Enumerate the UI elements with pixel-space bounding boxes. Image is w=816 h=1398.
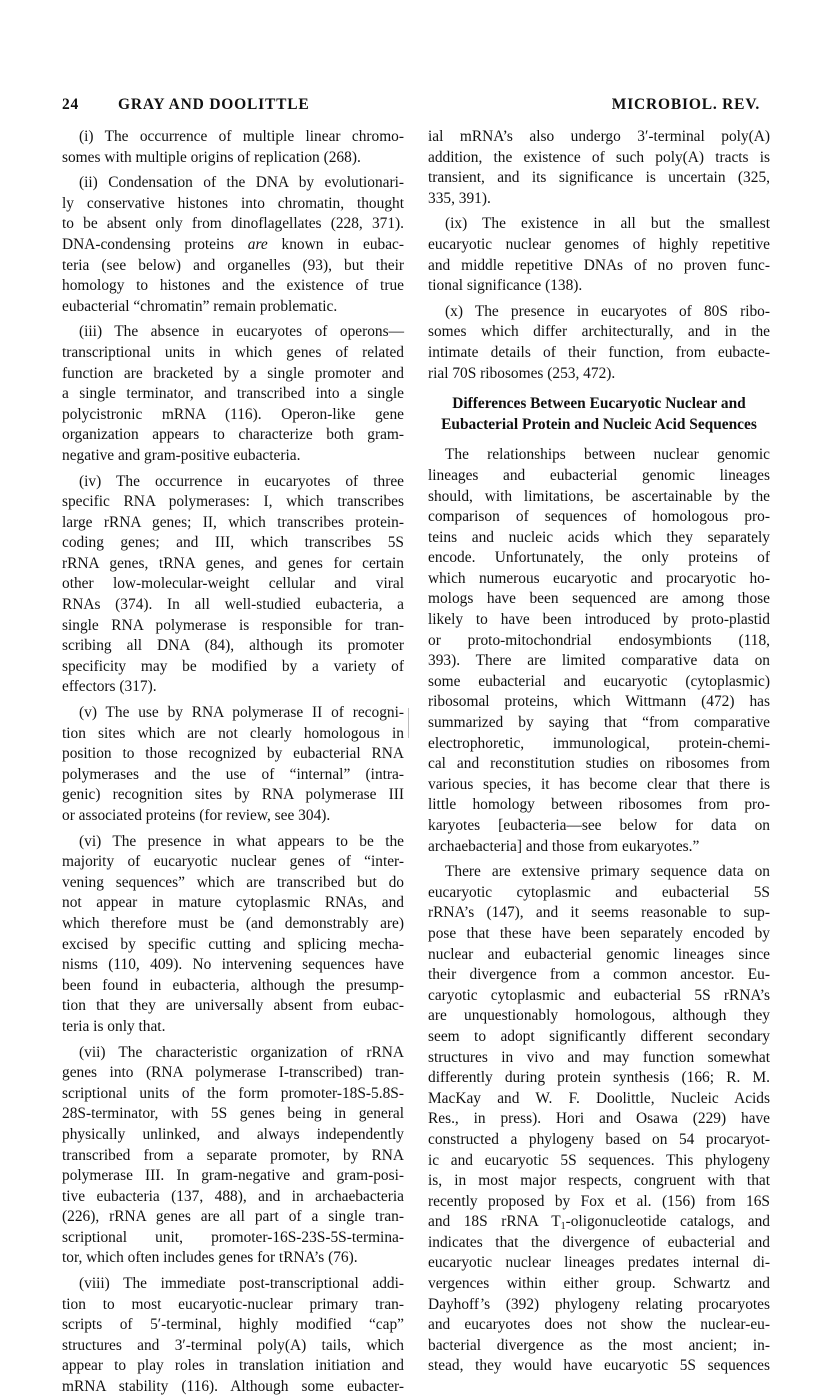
text-line: (ix) The existence in all but the smallest bbox=[445, 215, 770, 233]
text-line: transient, and its significance is uncertain (325, bbox=[428, 169, 770, 187]
t1-subscript: 1 bbox=[560, 1221, 566, 1233]
text-line: eucaryotic nuclear genomes of highly repetitive bbox=[428, 235, 770, 253]
paragraph-ii-line4-end: known in eubac- bbox=[267, 235, 404, 253]
text-line: (i) The occurrence of multiple linear chromo- bbox=[79, 128, 404, 145]
text-line: and eucaryotes does not show the nuclear-eu- bbox=[428, 1316, 770, 1334]
text-line: or associated proteins (for review, see 304). bbox=[62, 807, 331, 824]
text-line: ic and eucaryotic 5S sequences. This phylogeny bbox=[428, 1151, 770, 1169]
text-line: rRNA genes, tRNA genes, and genes for certain bbox=[62, 554, 404, 572]
paragraph-x bbox=[428, 302, 770, 384]
text-line: MacKay and W. F. Doolittle, Nucleic Acids bbox=[428, 1089, 770, 1107]
section-heading-line2: Eubacterial Protein and Nucleic Acid Sequences bbox=[441, 415, 757, 433]
text-line: eucaryotic cytoplasmic and eubacterial 5S bbox=[428, 883, 770, 901]
paragraph-5s-rrna-t1-line bbox=[428, 1212, 770, 1233]
text-line: are unquestionably homologous, although they bbox=[428, 1007, 770, 1025]
text-line: excised by specific cutting and splicing mecha- bbox=[62, 935, 404, 953]
text-line: (226), rRNA genes are all part of a single tran- bbox=[62, 1208, 404, 1226]
text-line: various species, it has become clear that there is bbox=[428, 775, 770, 793]
right-column bbox=[428, 127, 770, 1377]
text-line: bacterial divergence as the most ancient; in- bbox=[428, 1336, 770, 1354]
text-line: (iv) The occurrence in eucaryotes of three bbox=[79, 472, 404, 490]
text-line: 28S-terminator, with 5S genes being in general bbox=[62, 1105, 404, 1123]
text-line: tional significance (138). bbox=[428, 277, 583, 295]
text-line: electrophoretic, immunological, protein-chemi- bbox=[428, 734, 770, 752]
text-line: single RNA polymerase is responsible for tran- bbox=[62, 616, 404, 634]
text-line: is, in most major respects, congruent with that bbox=[428, 1172, 770, 1190]
text-line: their divergence from a common ancestor. Eu- bbox=[428, 966, 770, 984]
text-line: a single terminator, and transcribed into a single bbox=[62, 385, 404, 403]
paragraph-iv bbox=[62, 472, 404, 699]
text-line: other low-molecular-weight cellular and viral bbox=[62, 575, 404, 593]
text-line: (viii) The immediate post-transcriptional addi- bbox=[79, 1275, 404, 1293]
text-line: homology to histones and the existence of true bbox=[62, 277, 404, 295]
text-line: position to those recognized by eubacterial RNA bbox=[62, 745, 404, 763]
paragraph-v bbox=[62, 703, 404, 827]
paragraph-ii bbox=[62, 173, 404, 317]
text-line: comparison of sequences of homologous pro- bbox=[428, 508, 770, 526]
text-line: should, with limitations, be ascertainable by the bbox=[428, 487, 770, 505]
text-line: physically unlinked, and always independently bbox=[62, 1125, 404, 1143]
text-line: or proto-mitochondrial endosymbionts (118, bbox=[428, 631, 770, 649]
text-line: tion to most eucaryotic-nuclear primary tran- bbox=[62, 1295, 404, 1313]
text-line: structures in vivo and may function somewhat bbox=[428, 1048, 770, 1066]
text-line: polycistronic mRNA (116). Operon-like gene bbox=[62, 405, 404, 423]
running-head-authors: GRAY AND DOOLITTLE bbox=[118, 96, 310, 113]
text-line: scriptional units of the form promoter-18S-5.8S- bbox=[62, 1084, 404, 1102]
text-line: differently during protein synthesis (166; R. M. bbox=[428, 1069, 770, 1087]
text-line: 335, 391). bbox=[428, 189, 491, 207]
paragraph-ii-line4-start: DNA-condensing proteins bbox=[62, 235, 248, 253]
paragraph-i bbox=[62, 127, 404, 168]
paragraph-5s-rrna-part2 bbox=[428, 1233, 770, 1377]
section-heading-line1: Differences Between Eucaryotic Nuclear and bbox=[452, 395, 746, 413]
section-heading bbox=[428, 394, 770, 435]
text-line: eubacterial “chromatin” remain problematic. bbox=[62, 297, 338, 315]
page-number: 24 bbox=[62, 96, 80, 113]
text-line: 393). There are limited comparative data on bbox=[428, 652, 770, 670]
text-line: tive eubacteria (137, 488), and in archaebacteria bbox=[62, 1187, 404, 1205]
text-line: genes into (RNA polymerase I-transcribed) tran- bbox=[62, 1064, 404, 1082]
text-line: constructed a phylogeny based on 54 procaryot- bbox=[428, 1130, 770, 1148]
text-line: The relationships between nuclear genomic bbox=[445, 446, 770, 464]
text-line: which therefore must be (and demonstrably are) bbox=[62, 914, 404, 932]
text-line: (ii) Condensation of the DNA by evolutionari- bbox=[79, 174, 404, 192]
text-line: eucaryotic nuclear lineages predates internal di- bbox=[428, 1254, 770, 1272]
text-line: some eubacterial and eucaryotic (cytoplasmic) bbox=[428, 672, 770, 690]
text-line: appear to play roles in translation initiation and bbox=[62, 1357, 404, 1375]
text-line: likely to have been introduced by proto-plastid bbox=[428, 611, 770, 629]
text-line: (iii) The absence in eucaryotes of operons— bbox=[79, 323, 404, 341]
text-line: majority of eucaryotic nuclear genes of “inter- bbox=[62, 853, 404, 871]
text-line: transcriptional units in which genes of related bbox=[62, 343, 404, 361]
text-line: intimate details of their function, from eubacte- bbox=[428, 343, 770, 361]
text-line: tion that they are universally absent from eubac- bbox=[62, 997, 404, 1015]
text-line: to be absent only from dinoflagellates (228, 371). bbox=[62, 215, 404, 233]
text-line: structures and 3′-terminal poly(A) tails, which bbox=[62, 1336, 404, 1354]
left-column bbox=[62, 127, 404, 1398]
text-line: ly conservative histones into chromatin, thought bbox=[62, 194, 404, 212]
text-line: Res., in press). Hori and Osawa (229) have bbox=[428, 1110, 770, 1128]
text-line: cal and reconstitution studies on ribosomes from bbox=[428, 755, 770, 773]
text-line: vergences within either group. Schwartz and bbox=[428, 1275, 770, 1293]
text-line: mRNA stability (116). Although some eubacter- bbox=[62, 1378, 404, 1396]
text-line: (vii) The characteristic organization of rRNA bbox=[79, 1043, 404, 1061]
text-line: little homology between ribosomes from pro- bbox=[428, 796, 770, 814]
text-line: tor, which often includes genes for tRNA’s (76). bbox=[62, 1249, 358, 1267]
text-line: recently proposed by Fox et al. (156) from 16S bbox=[428, 1192, 770, 1210]
text-line: transcribed from a separate promoter, by RNA bbox=[62, 1146, 404, 1164]
text-line: organization appears to characterize both gram- bbox=[62, 426, 404, 444]
text-line: indicates that the divergence of eubacterial and bbox=[428, 1233, 770, 1251]
text-line: Dayhoff’s (392) phylogeny relating procaryotes bbox=[428, 1295, 770, 1313]
paragraph-iii bbox=[62, 322, 404, 466]
text-line: which numerous eucaryotic and procaryotic ho- bbox=[428, 569, 770, 587]
paragraph-vii bbox=[62, 1043, 404, 1270]
text-line: teria is only that. bbox=[62, 1017, 166, 1035]
text-line: teins and nucleic acids which they separately bbox=[428, 528, 770, 546]
text-line: polymerases and the use of “internal” (intra- bbox=[62, 765, 404, 783]
text-line: and middle repetitive DNAs of no proven func- bbox=[428, 256, 770, 274]
paragraph-ii-line4 bbox=[62, 235, 404, 256]
emphasis-are: are bbox=[247, 235, 268, 253]
text-line: effectors (317). bbox=[62, 678, 157, 696]
paragraph-5s-rrna bbox=[428, 862, 770, 1377]
text-line: encode. Unfortunately, the only proteins of bbox=[428, 549, 770, 567]
t1-line-start: and 18S rRNA T bbox=[428, 1213, 561, 1231]
text-line: tion sites which are not clearly homologous in bbox=[62, 724, 404, 742]
text-line: been found in eubacteria, although the presump- bbox=[62, 976, 404, 994]
text-line: karyotes [eubacteria—see below for data on bbox=[428, 817, 770, 834]
paragraph-viii bbox=[62, 1274, 404, 1398]
text-line: (x) The presence in eucaryotes of 80S ribo- bbox=[445, 302, 770, 320]
text-line: mologs have been sequenced are among those bbox=[428, 590, 770, 608]
text-line: rRNA’s (147), and it seems reasonable to sup- bbox=[428, 904, 770, 922]
text-line: ribosomal proteins, which Wittmann (472) has bbox=[428, 693, 770, 711]
text-line: summarized by saying that “from comparative bbox=[428, 714, 770, 732]
paragraph-ii-part1 bbox=[62, 173, 404, 235]
text-line: caryotic cytoplasmic and eubacterial 5S rRNA’s bbox=[428, 986, 770, 1004]
text-line: polymerase III. In gram-negative and gram-posi- bbox=[62, 1167, 404, 1185]
paragraph-5s-rrna-part1 bbox=[428, 862, 770, 1212]
text-line: somes which differ architecturally, and in the bbox=[428, 323, 770, 341]
text-line: (v) The use by RNA polymerase II of recogni- bbox=[79, 704, 404, 722]
text-line: rial 70S ribosomes (253, 472). bbox=[428, 364, 616, 382]
text-line: vening sequences” which are transcribed but do bbox=[62, 873, 404, 891]
text-line: lineages and eubacterial genomic lineages bbox=[428, 466, 770, 484]
margin-mark bbox=[408, 708, 409, 738]
text-line: large rRNA genes; II, which transcribes protein- bbox=[62, 513, 404, 531]
text-line: nisms (110, 409). No intervening sequences have bbox=[62, 956, 404, 974]
t1-line-end: -oligonucleotide catalogs, and bbox=[565, 1213, 770, 1231]
text-line: stead, they would have eucaryotic 5S sequences bbox=[428, 1357, 770, 1375]
paragraph-viii-continued bbox=[428, 127, 770, 209]
text-line: teria (see below) and organelles (93), but their bbox=[62, 256, 404, 274]
text-line: specific RNA polymerases: I, which transcribes bbox=[62, 493, 404, 511]
text-line: archaebacteria] and those from eukaryotes.” bbox=[428, 837, 700, 855]
text-line: There are extensive primary sequence data on bbox=[445, 863, 770, 881]
text-line: coding genes; and III, which transcribes 5S bbox=[62, 534, 404, 552]
text-line: pose that these have been separately encoded by bbox=[428, 924, 770, 942]
text-line: addition, the existence of such poly(A) tracts is bbox=[428, 148, 770, 166]
text-line: negative and gram-positive eubacteria. bbox=[62, 446, 301, 464]
paragraph-ii-part2 bbox=[62, 256, 404, 318]
text-line: specificity may be modified by a variety of bbox=[62, 657, 404, 675]
text-line: RNAs (374). In all well-studied eubacteria, a bbox=[62, 596, 404, 614]
paragraph-relationships bbox=[428, 445, 770, 857]
running-head-journal: MICROBIOL. REV. bbox=[611, 96, 760, 113]
text-line: not appear in mature cytoplasmic RNAs, and bbox=[62, 894, 404, 912]
text-line: nuclear and eubacterial genomic lineages since bbox=[428, 945, 770, 963]
text-line: scriptional unit, promoter-16S-23S-5S-termina- bbox=[62, 1228, 404, 1246]
text-line: (vi) The presence in what appears to be the bbox=[79, 832, 404, 850]
paragraph-ix bbox=[428, 214, 770, 296]
text-line: scripts of 5′-terminal, highly modified “cap” bbox=[62, 1316, 404, 1334]
text-line: genic) recognition sites by RNA polymerase III bbox=[62, 786, 404, 804]
text-line: function are bracketed by a single promoter and bbox=[62, 364, 404, 382]
text-line: seem to adopt significantly different secondary bbox=[428, 1027, 770, 1045]
text-line: somes with multiple origins of replication (268). bbox=[62, 148, 361, 166]
paragraph-vi bbox=[62, 832, 404, 1038]
text-line: scribing all DNA (84), although its promoter bbox=[62, 637, 404, 655]
text-line: ial mRNA’s also undergo 3′-terminal poly(A) bbox=[428, 128, 770, 145]
